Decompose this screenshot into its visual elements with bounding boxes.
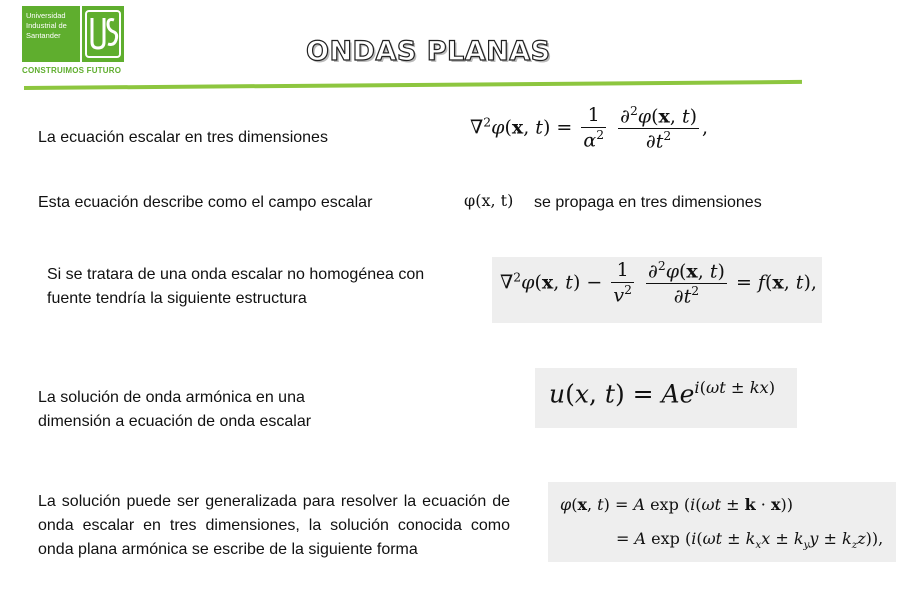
scalar-field-symbol: φ(x, t) <box>464 191 514 210</box>
harmonic-1d-caption: La solución de onda armónica en una dimensión a ecuación de onda escalar <box>38 389 312 430</box>
plane-wave-equation-line-2: = A $\exp (i(\omega t \pm k_xx \pm k_yy \pm k_zz))$, <box>616 529 884 552</box>
slide-title: ONDAS PLANAS <box>306 36 551 67</box>
scalar-wave-equation: ∇$^2$φ(x, t) = $\frac{1}{\alpha^2}$ $\frac{\partial^2\varphi(x, t)}{\partial t^2}$ , <box>470 104 709 153</box>
harmonic-1d-equation: u(x, $t) = Ae^{i(\omega t \pm kx)}$ <box>535 368 797 428</box>
logo-mark-icon <box>82 6 124 62</box>
inhomogeneous-wave-equation: ∇$^2$φ(x, t) − $\frac{1}{v^2}$ $\frac{\partial^2\varphi(x, t)}{\partial t^2}$ = f(x, t), <box>492 257 822 323</box>
logo-slogan: CONSTRUIMOS FUTURO <box>22 66 122 75</box>
plane-wave-equation-line-1: φ(x, t) = A exp (i(ωt ± k · x)) <box>560 495 793 514</box>
university-logo <box>22 6 147 78</box>
plane-wave-equation <box>548 482 896 562</box>
field-description-end: se propaga en tres dimensiones <box>534 194 762 211</box>
inhomogeneous-caption: Si se tratara de una onda escalar no homogénea con fuente tendría la siguiente estructura <box>47 266 425 307</box>
plane-wave-caption: La solución puede ser generalizada para resolver la ecuación de onda escalar en tres dimensiones, la solución conocida como onda plana armónica se escribe de la siguiente forma <box>38 493 510 558</box>
field-description-start: Esta ecuación describe como el campo escalar <box>38 194 373 211</box>
logo-badge <box>22 6 124 62</box>
logo-university-name: Universidad Industrial de Santander <box>22 6 80 62</box>
scalar-equation-caption: La ecuación escalar en tres dimensiones <box>38 129 328 146</box>
title-divider <box>24 80 802 90</box>
